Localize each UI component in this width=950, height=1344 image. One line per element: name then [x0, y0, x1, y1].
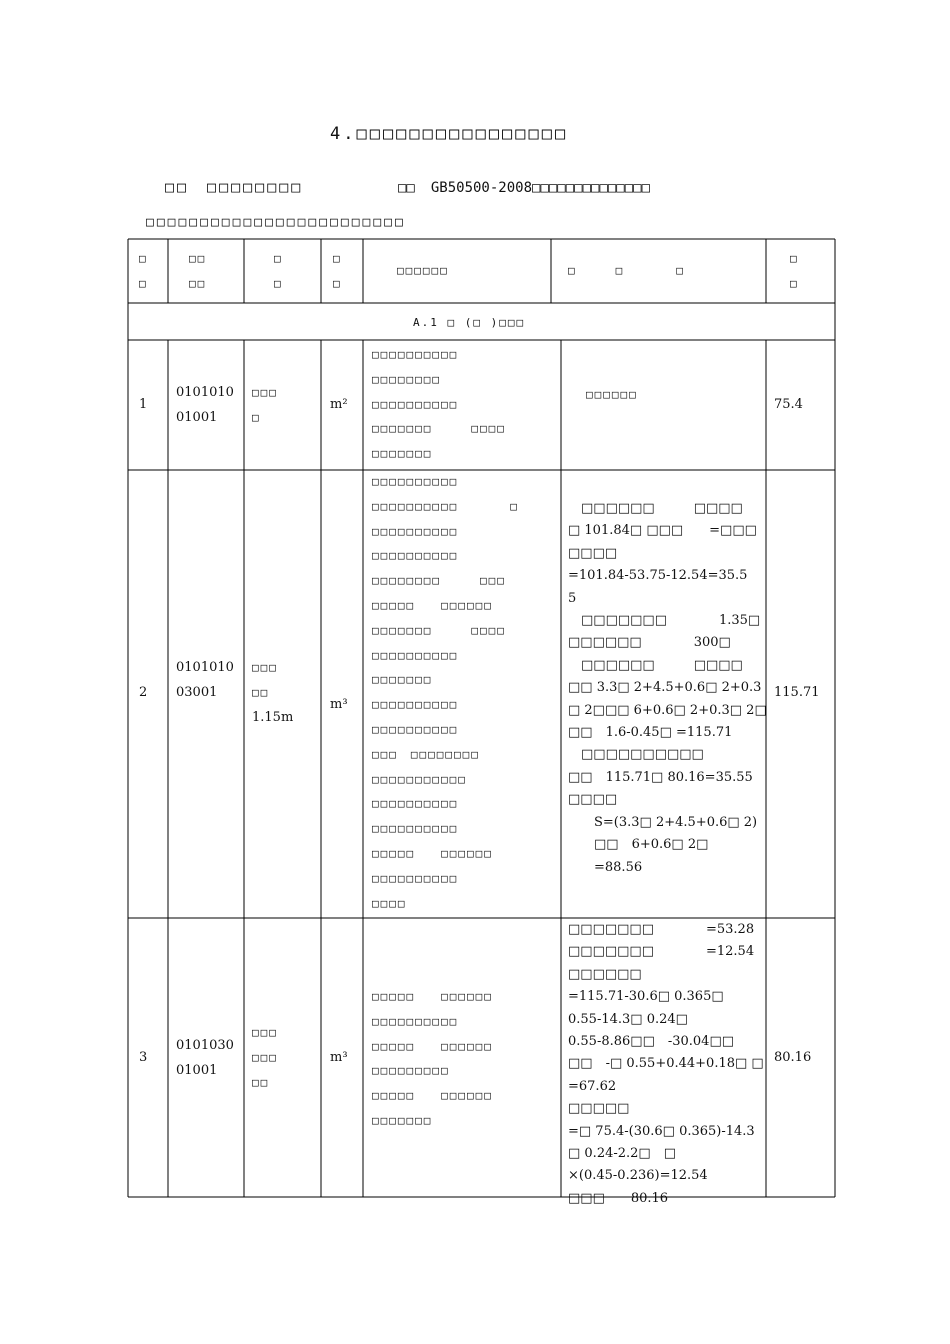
row2-name-line3: 1.15m [252, 709, 294, 725]
header-calc: □ □ □ [568, 264, 685, 277]
row3-calc-line: □□□□□□ [568, 966, 642, 982]
row3-calc-line: ×(0.45-0.236)=12.54 [568, 1168, 708, 1184]
row3-code-line2: 01001 [176, 1062, 218, 1078]
row2-name-line2: □□ [252, 685, 270, 699]
row2-calc-line: □□□□□□□ 1.35□ [568, 613, 761, 629]
row3-feature-line: □□□□□ □□□□□□ [372, 1039, 493, 1053]
header-code [189, 247, 206, 297]
project-title: □□ □□□□□□□□ [165, 178, 304, 196]
row3-feature-line: □□□□□□□ [372, 1113, 433, 1127]
row1-name-line1: □□□ [252, 386, 278, 399]
header-qty [790, 247, 799, 297]
row2-feature-line: □□□ □□□□□□□□ [372, 747, 480, 761]
row2-name [252, 656, 293, 730]
row2-feature-line: □□□□□□□□□□ □ [372, 499, 519, 513]
row3-feature-line: □□□□□□□□□ [372, 1064, 450, 1078]
row1-name [252, 381, 278, 431]
row2-calc-line: □□□□ [568, 792, 618, 808]
row2-calc-line: =101.84-53.75-12.54=35.5 [568, 568, 748, 584]
row2-feature-line: □□□□ [372, 896, 407, 910]
row2-feature-line: □□□□□□□□ □□□ [372, 574, 506, 588]
row1-code [176, 381, 234, 431]
row1-features [372, 343, 506, 467]
header-qty-line2: □ [790, 276, 799, 290]
header-no [139, 247, 148, 297]
header-features: □□□□□□ [397, 264, 449, 277]
row2-calc-line: □□ 6+0.6□ 2□ [568, 837, 709, 853]
header-unit-line1: □ [333, 252, 342, 265]
row2-calc-line: □□□□□□ 300□ [568, 635, 731, 651]
row3-calc-line: 0.55-14.3□ 0.24□ [568, 1011, 688, 1027]
row3-calc-line: □□ -□ 0.55+0.44+0.18□ □ [568, 1056, 764, 1072]
row3-calc-line: 0.55-8.86□□ -30.04□□ [568, 1034, 735, 1050]
row2-features [372, 470, 519, 916]
row2-no: 2 [139, 685, 148, 700]
header-code-line1: □□ [189, 252, 207, 265]
row2-calc-line: □□□□□□ □□□□ [568, 501, 743, 516]
row3-calc-line: □□□□□□□ =53.28 [568, 922, 755, 937]
row3-name-line2: □□□ [252, 1050, 278, 1064]
row2-code-line1: 0101010 [176, 660, 234, 675]
row3-calc-line: =115.71-30.6□ 0.365□ [568, 989, 724, 1005]
row2-calc-line: □ 101.84□ □□□ =□□□ [568, 523, 757, 539]
header-qty-line1: □ [790, 252, 799, 265]
row2-calc [568, 498, 767, 879]
row2-feature-line: □□□□□□□□□□ [372, 871, 459, 885]
row1-feature-line: □□□□□□□ □□□□ [372, 422, 506, 436]
row2-code-line2: 03001 [176, 684, 218, 700]
row3-feature-line: □□□□□□□□□□ [372, 1014, 459, 1028]
row2-feature-line: □□□□□□□□□□□ [372, 772, 467, 786]
row1-feature-line: □□□□□□□□□□ [372, 397, 459, 411]
standard-prefix: □□ [398, 180, 415, 196]
row2-calc-line: □□□□ [568, 545, 618, 561]
row2-calc-line: □□□□□□□□□□ [568, 747, 704, 763]
row1-feature-line: □□□□□□□□□□ [372, 348, 459, 361]
row2-calc-line: □□ 3.3□ 2+4.5+0.6□ 2+0.3 [568, 680, 762, 696]
standard-suffix: □□□□□□□□□□□□□□ [532, 180, 651, 196]
row2-feature-line: □□□□□□□□□□ [372, 822, 459, 836]
row3-calc-line: □ 0.24-2.2□ □ [568, 1146, 676, 1162]
header-no-line2: □ [139, 276, 148, 290]
table-caption: □□□□□□□□□□□□□□□□□□□□□□□□ [146, 215, 406, 230]
row1-calc-line: □□□□□□ [586, 388, 638, 401]
row2-feature-line: □□□□□ □□□□□□ [372, 846, 493, 860]
row2-calc-line: □□ 115.71□ 80.16=35.55 [568, 769, 753, 785]
header-no-line1: □ [139, 252, 148, 265]
row2-feature-line: □□□□□□□□□□ [372, 648, 459, 662]
row3-calc-line: □□□□□ [568, 1101, 630, 1117]
row3-calc-line: =□ 75.4-(30.6□ 0.365)-14.3 [568, 1123, 755, 1139]
row3-code-line1: 0101030 [176, 1038, 234, 1053]
row1-code-line1: 0101010 [176, 385, 234, 400]
row3-feature-line: □□□□□ □□□□□□ [372, 990, 493, 1003]
row2-calc-line: □□ 1.6-0.45□ =115.71 [568, 725, 733, 741]
row2-calc-line: □□□□□□ □□□□ [568, 657, 743, 673]
document-heading: 4.□□□□□□□□□□□□□□□□ [330, 124, 569, 144]
header-unit [333, 247, 342, 297]
row3-features [372, 985, 493, 1134]
row2-feature-line: □□□□□□□□□□ [372, 524, 459, 538]
row3-calc-line: □□□□□□□ =12.54 [568, 944, 755, 960]
row2-code [176, 656, 234, 706]
row2-calc-line: 5 [568, 590, 577, 606]
header-name-line2: □ [274, 276, 283, 290]
row3-calc-line: □□□ 80.16 [568, 1190, 669, 1206]
row3-name [252, 1021, 278, 1095]
row2-feature-line: □□□□□□□□□□ [372, 549, 459, 563]
row1-calc [586, 383, 638, 408]
row3-unit: m³ [330, 1050, 348, 1065]
row1-qty: 75.4 [774, 397, 803, 412]
row2-feature-line: □□□□□□□□□□ [372, 797, 459, 811]
row2-feature-line: □□□□□□□□□□ [372, 722, 459, 736]
row3-calc-line: =67.62 [568, 1078, 617, 1094]
standard-code: GB50500-2008 [430, 180, 533, 196]
row2-calc-line: □ 2□□□ 6+0.6□ 2+0.3□ 2□ [568, 702, 767, 718]
row2-unit: m³ [330, 697, 348, 712]
row1-name-line2: □ [252, 410, 261, 424]
row2-feature-line: □□□□□□□ [372, 673, 433, 687]
header-name [274, 247, 283, 297]
row3-no: 3 [139, 1050, 148, 1065]
row2-feature-line: □□□□□□□□□□ [372, 475, 459, 488]
row3-code [176, 1034, 234, 1084]
section-title: A.1 □ (□ )□□□ [413, 316, 526, 329]
row2-feature-line: □□□□□ □□□□□□ [372, 598, 493, 612]
row3-name-line3: □□ [252, 1075, 270, 1089]
row2-name-line1: □□□ [252, 661, 278, 674]
row2-calc-line: =88.56 [568, 859, 643, 875]
row1-feature-line: □□□□□□□□ [372, 372, 441, 386]
row1-feature-line: □□□□□□□ [372, 447, 433, 461]
row3-calc [568, 919, 764, 1210]
row1-no: 1 [139, 397, 148, 412]
row2-calc-line: S=(3.3□ 2+4.5+0.6□ 2) [568, 814, 758, 830]
row2-feature-line: □□□□□□□□□□ [372, 698, 459, 712]
header-code-line2: □□ [189, 276, 207, 290]
row1-unit: m² [330, 397, 348, 412]
row2-feature-line: □□□□□□□ □□□□ [372, 623, 506, 637]
row3-feature-line: □□□□□ □□□□□□ [372, 1089, 493, 1103]
row3-name-line1: □□□ [252, 1026, 278, 1039]
row3-qty: 80.16 [774, 1050, 812, 1065]
row1-code-line2: 01001 [176, 409, 218, 425]
header-name-line1: □ [274, 252, 283, 265]
row2-qty: 115.71 [774, 685, 820, 700]
header-unit-line2: □ [333, 276, 342, 290]
